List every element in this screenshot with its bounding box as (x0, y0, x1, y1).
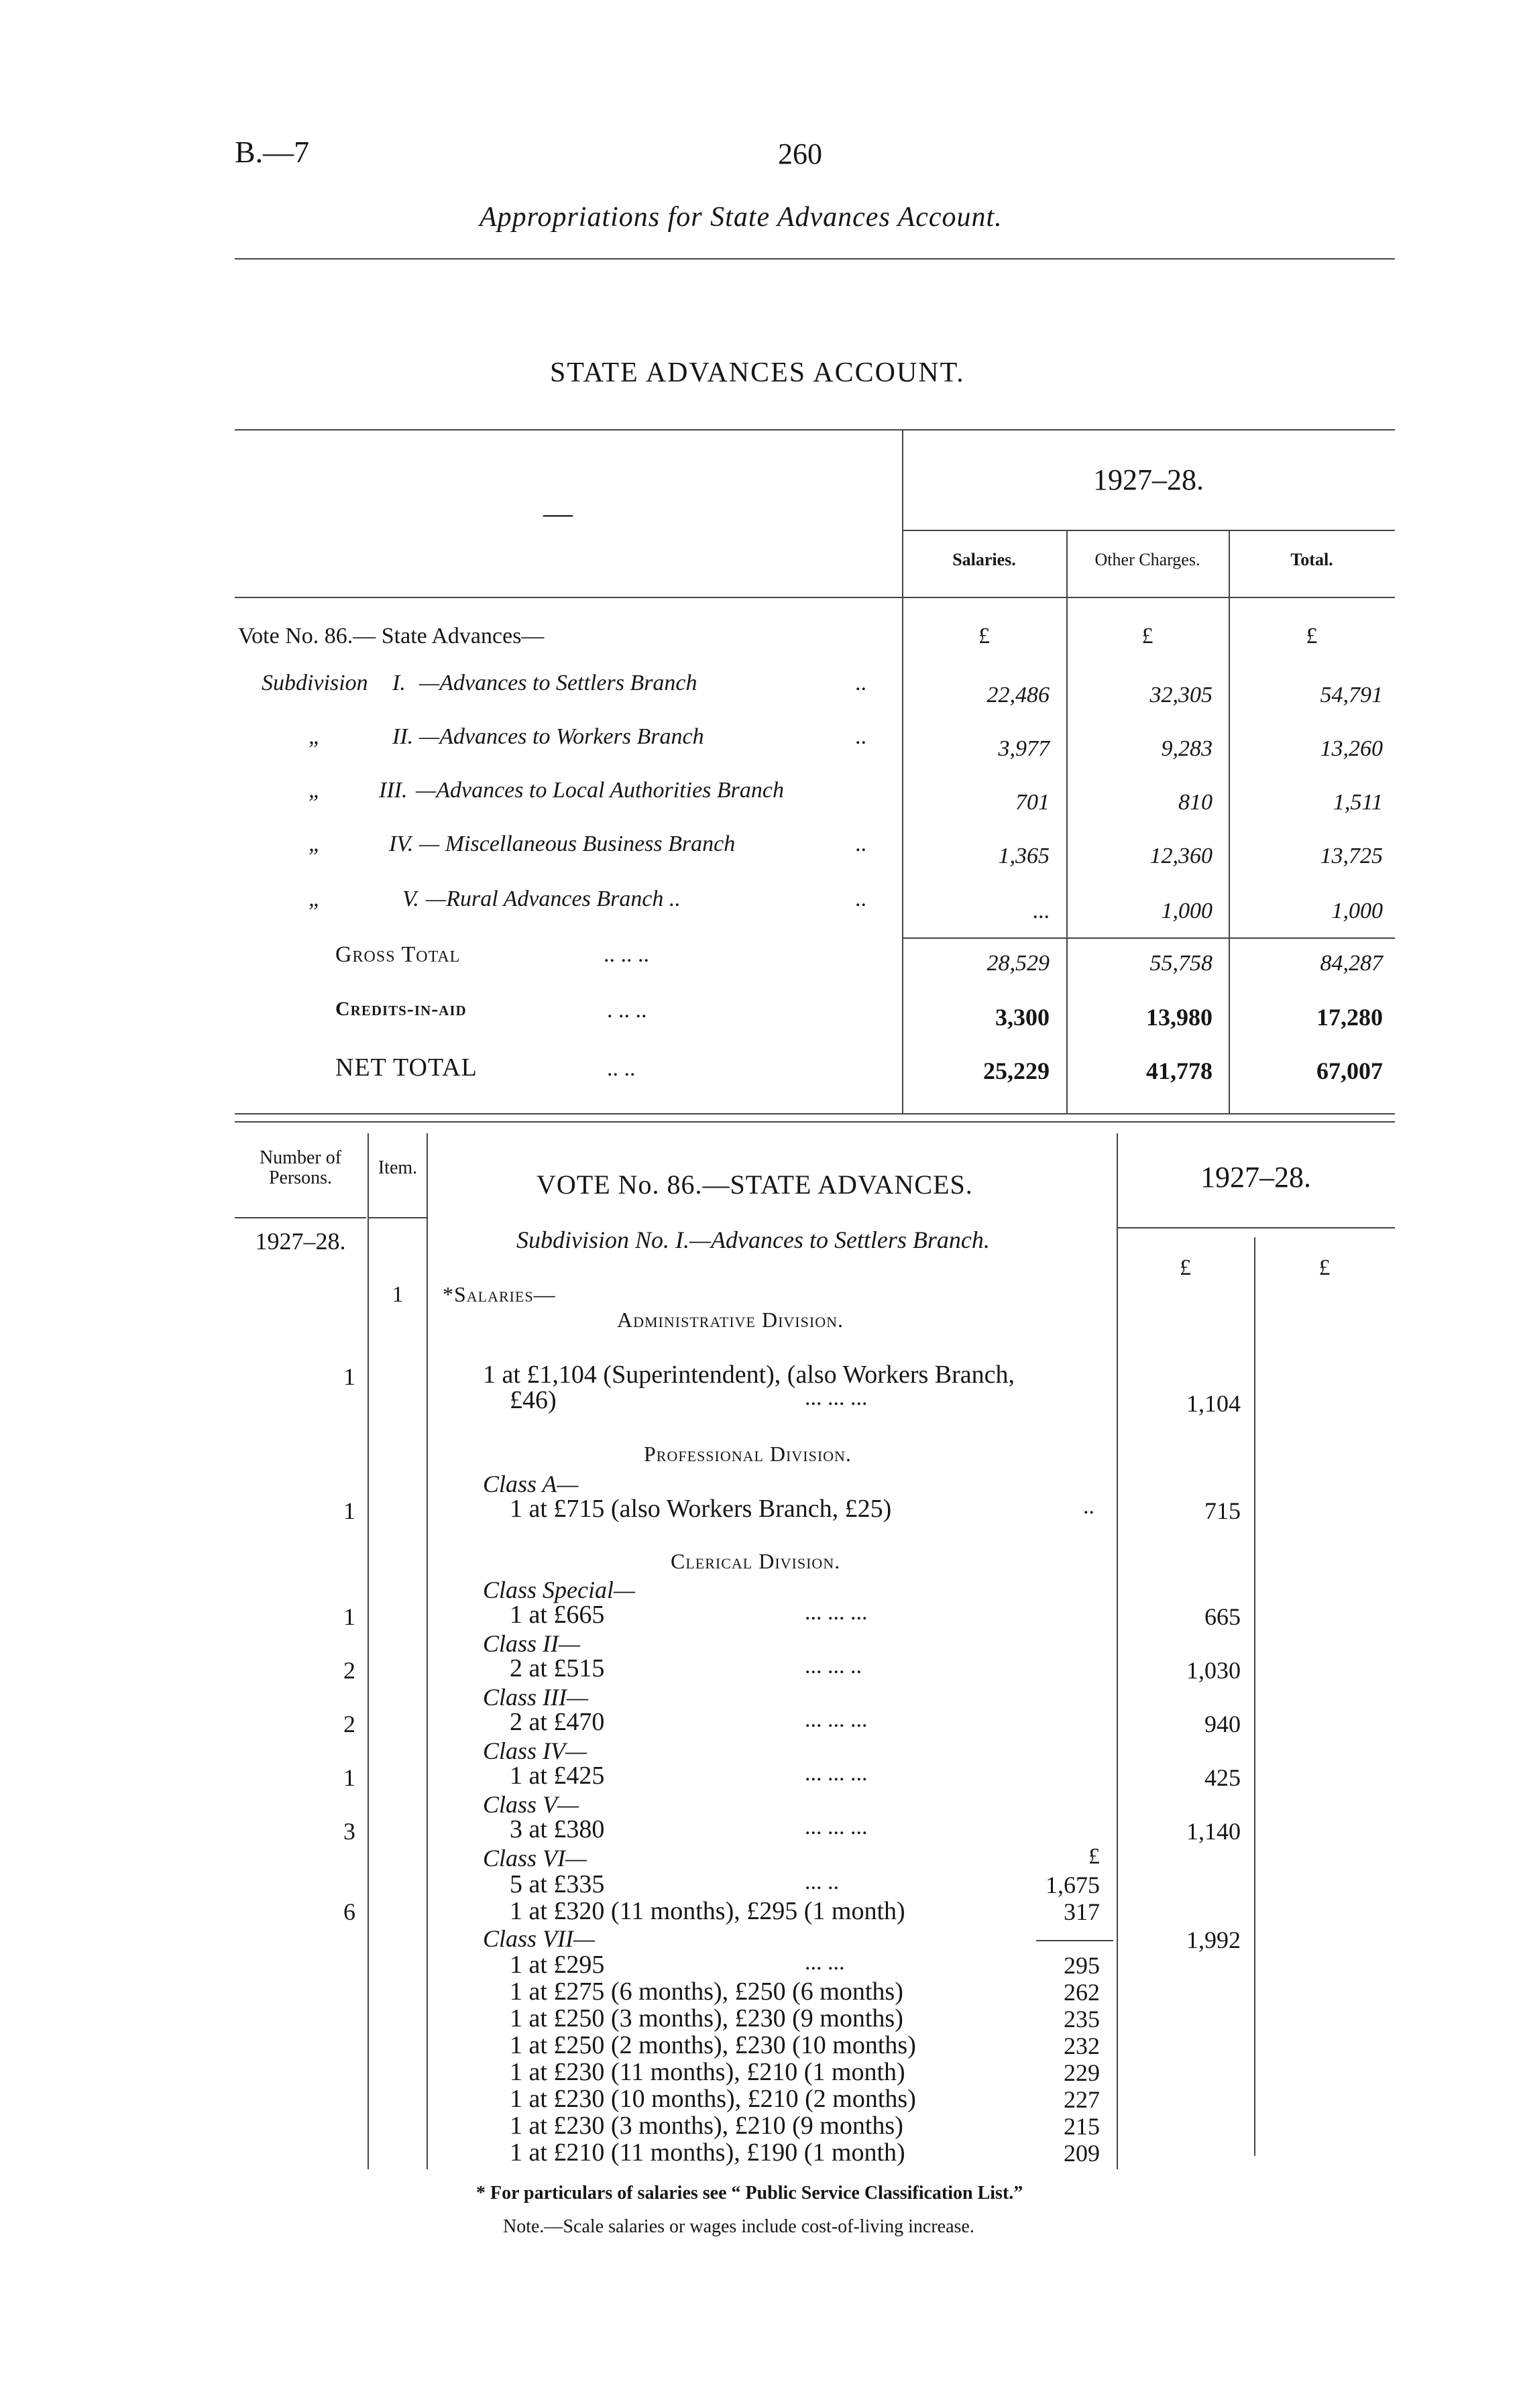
gross-total-label: Gross Total (335, 942, 461, 967)
pound-col-2: £ (1318, 1255, 1331, 1280)
header-rule (235, 258, 1395, 260)
row-number: V. (402, 886, 419, 911)
class-vii-value: 235 (1064, 2006, 1100, 2032)
gross-total-dots: .. .. .. (604, 942, 649, 967)
detail-year-left: 1927–28. (255, 1228, 346, 1255)
class-persons: 2 (343, 1711, 355, 1737)
superintendent-persons: 1 (343, 1363, 355, 1390)
col-salaries-header: Salaries. (952, 550, 1016, 569)
detail-year-rule (1117, 1227, 1395, 1228)
class-line: 3 at £380 (510, 1815, 605, 1843)
net-total-dots: .. .. (607, 1056, 636, 1081)
class-vii-value: 295 (1064, 1952, 1100, 1979)
row-prefix: Subdivision (262, 671, 368, 695)
footnote-salaries: * For particulars of salaries see “ Public Service Classification List.” (476, 2183, 1023, 2203)
detail-col-divider-2 (427, 1133, 428, 2169)
row-dots: .. (855, 832, 866, 856)
row-salaries: 22,486 (987, 683, 1050, 707)
class-amount: 1,030 (1186, 1657, 1241, 1684)
administrative-division: Administrative Division. (617, 1308, 844, 1332)
row-total: 54,791 (1320, 683, 1383, 707)
class-vii-text: 1 at £230 (11 months), £210 (1 month) (510, 2058, 905, 2086)
class-vii-text: 1 at £250 (3 months), £230 (9 months) (510, 2004, 903, 2032)
currency-total: £ (1306, 624, 1318, 648)
row-other-charges: 12,360 (1149, 844, 1213, 868)
class-heading: Class IV— (483, 1737, 587, 1764)
class-dots: ... ... ... (805, 1707, 868, 1732)
class-vii-text: 1 at £210 (11 months), £190 (1 month) (510, 2138, 905, 2167)
class-heading: Class Special— (483, 1576, 636, 1603)
row-name: —Advances to Workers Branch (419, 724, 704, 749)
class-a-heading: Class A— (483, 1471, 579, 1497)
class-vi-line-2: 1 at £320 (11 months), £295 (1 month) (510, 1897, 905, 1925)
row-prefix: „ (308, 724, 321, 749)
class-vii-text: 1 at £230 (10 months), £210 (2 months) (510, 2085, 916, 2113)
row-name: —Advances to Local Authorities Branch (416, 778, 784, 803)
row-salaries: 3,977 (998, 736, 1050, 761)
summary-top-rule (235, 429, 1395, 431)
row-name: —Advances to Settlers Branch (419, 671, 697, 695)
row-other-charges: 32,305 (1149, 683, 1213, 707)
class-vi-amount: 1,992 (1186, 1927, 1241, 1953)
class-vii-value: 227 (1064, 2086, 1100, 2113)
class-dots: ... ... .. (805, 1654, 862, 1678)
row-other-charges: 9,283 (1161, 736, 1213, 761)
row-total: 1,511 (1333, 790, 1383, 815)
col-other-charges-header: Other Charges. (1094, 550, 1200, 569)
row-name: —Rural Advances Branch .. (426, 886, 681, 911)
gross-salaries: 28,529 (987, 951, 1050, 976)
row-salaries: 1,365 (998, 844, 1050, 868)
class-vii-value: 215 (1064, 2113, 1100, 2140)
detail-col-divider-3 (1117, 1133, 1118, 2169)
row-number: IV. (389, 832, 414, 856)
credits-salaries: 3,300 (995, 1004, 1050, 1031)
row-number: III. (379, 778, 408, 803)
net-total: 67,007 (1316, 1057, 1383, 1084)
item-number: 1 (392, 1282, 404, 1307)
class-amount: 940 (1204, 1711, 1241, 1737)
class-heading: Class II— (483, 1630, 581, 1657)
class-amount: 425 (1204, 1764, 1241, 1791)
number-col-rule (235, 1217, 366, 1218)
class-persons: 2 (343, 1657, 355, 1684)
class-persons: 3 (343, 1818, 355, 1845)
summary-year-heading: 1927–28. (1093, 463, 1204, 496)
summary-title: STATE ADVANCES ACCOUNT. (550, 357, 965, 388)
row-salaries: ... (1032, 899, 1050, 923)
vote-label: Vote No. 86.— State Advances— (238, 624, 545, 648)
row-number: I. (392, 671, 406, 695)
summary-bottom-rule-2 (235, 1121, 1395, 1123)
class-vii-text: 1 at £250 (2 months), £230 (10 months) (510, 2031, 916, 2059)
superintendent-dots: ... ... ... (805, 1385, 868, 1410)
page-number: 260 (778, 137, 822, 170)
credits-in-aid-dots: . .. .. (607, 998, 647, 1023)
row-total: 13,725 (1320, 844, 1383, 868)
class-vi-heading: Class VI— (483, 1845, 587, 1872)
row-dots: .. (855, 671, 866, 695)
row-total: 1,000 (1331, 899, 1383, 923)
row-prefix: „ (308, 886, 321, 911)
class-vii-value: 232 (1064, 2032, 1100, 2059)
detail-year-heading: 1927–28. (1200, 1161, 1311, 1194)
class-vi-sum-rule (1036, 1940, 1113, 1941)
class-vii-value: 262 (1064, 1979, 1100, 2006)
class-vii-dots: ... ... (805, 1950, 845, 1975)
gross-total-rule (902, 937, 1395, 939)
summary-header-rule (235, 597, 1395, 598)
row-dots: .. (855, 724, 866, 749)
superintendent-line-1: 1 at £1,104 (Superintendent), (also Workers Branch, (483, 1361, 1015, 1389)
net-other-charges: 41,778 (1146, 1057, 1213, 1084)
class-line: 2 at £515 (510, 1654, 605, 1682)
class-vii-text: 1 at £230 (3 months), £210 (9 months) (510, 2112, 903, 2140)
net-salaries: 25,229 (983, 1057, 1050, 1084)
footnote-note: Note.—Scale salaries or wages include cost-of-living increase. (503, 2216, 974, 2237)
row-name: — Miscellaneous Business Branch (419, 832, 736, 856)
summary-bottom-rule (235, 1113, 1395, 1114)
credits-total: 17,280 (1316, 1004, 1383, 1031)
class-line: 1 at £425 (510, 1762, 605, 1790)
class-a-line: 1 at £715 (also Workers Branch, £25) (510, 1495, 892, 1523)
net-total-label: NET TOTAL (335, 1053, 477, 1082)
class-vii-text: 1 at £295 (510, 1951, 605, 1979)
professional-division: Professional Division. (644, 1442, 852, 1466)
detail-col-divider-4 (1254, 1237, 1255, 2156)
class-vi-dots-1: ... .. (805, 1870, 839, 1894)
class-vii-text: 1 at £275 (6 months), £250 (6 months) (510, 1977, 903, 2006)
class-vii-value: 229 (1064, 2059, 1100, 2086)
document-reference: B.—7 (235, 135, 310, 169)
class-line: 1 at £665 (510, 1601, 605, 1629)
class-dots: ... ... ... (805, 1600, 868, 1625)
class-amount: 665 (1204, 1603, 1241, 1630)
summary-year-rule (902, 530, 1395, 531)
row-number: II. (392, 724, 414, 749)
class-persons: 1 (343, 1764, 355, 1791)
summary-dash: — (543, 497, 573, 530)
item-col-rule (369, 1217, 427, 1218)
class-amount: 1,140 (1186, 1818, 1241, 1845)
class-dots: ... ... ... (805, 1815, 868, 1839)
gross-total: 84,287 (1320, 951, 1383, 976)
class-vi-value-1: 1,675 (1046, 1872, 1100, 1898)
row-other-charges: 1,000 (1161, 899, 1213, 923)
subdivision-heading: Subdivision No. I.—Advances to Settlers Branch. (516, 1226, 990, 1253)
vote-title: VOTE No. 86.—STATE ADVANCES. (537, 1169, 973, 1200)
col-total-header: Total. (1290, 550, 1333, 569)
currency-other: £ (1141, 624, 1153, 648)
row-other-charges: 810 (1178, 790, 1213, 815)
class-vi-line-1: 5 at £335 (510, 1870, 605, 1898)
class-a-dots: .. (1083, 1494, 1094, 1519)
class-vii-heading: Class VII— (483, 1925, 596, 1952)
running-title: Appropriations for State Advances Account. (480, 202, 1003, 233)
pound-col-1: £ (1180, 1255, 1191, 1280)
class-vi-persons: 6 (343, 1898, 355, 1925)
class-a-persons: 1 (343, 1497, 355, 1524)
class-persons: 1 (343, 1603, 355, 1630)
class-a-amount: 715 (1204, 1497, 1241, 1524)
gross-other-charges: 55,758 (1149, 951, 1213, 976)
credits-in-aid-label: Credits-in-aid (335, 998, 467, 1020)
currency-salaries: £ (978, 624, 990, 648)
row-prefix: „ (308, 832, 321, 856)
row-total: 13,260 (1320, 736, 1383, 761)
superintendent-line-2: £46) (510, 1386, 557, 1414)
class-dots: ... ... ... (805, 1761, 868, 1786)
class-vi-value-2: 317 (1064, 1898, 1100, 1925)
col-number-of-persons: Number of Persons. (259, 1147, 342, 1188)
row-prefix: „ (308, 778, 321, 803)
salaries-heading: *Salaries— (443, 1282, 556, 1306)
class-vi-pound: £ (1088, 1844, 1100, 1869)
class-heading: Class III— (483, 1684, 589, 1711)
clerical-division: Clerical Division. (671, 1549, 841, 1573)
class-vii-value: 209 (1064, 2140, 1100, 2167)
row-salaries: 701 (1015, 790, 1050, 815)
credits-other-charges: 13,980 (1146, 1004, 1213, 1031)
class-heading: Class V— (483, 1791, 579, 1818)
superintendent-amount: 1,104 (1186, 1390, 1241, 1417)
col-item: Item. (378, 1157, 418, 1178)
class-line: 2 at £470 (510, 1708, 605, 1736)
row-dots: .. (855, 886, 866, 911)
